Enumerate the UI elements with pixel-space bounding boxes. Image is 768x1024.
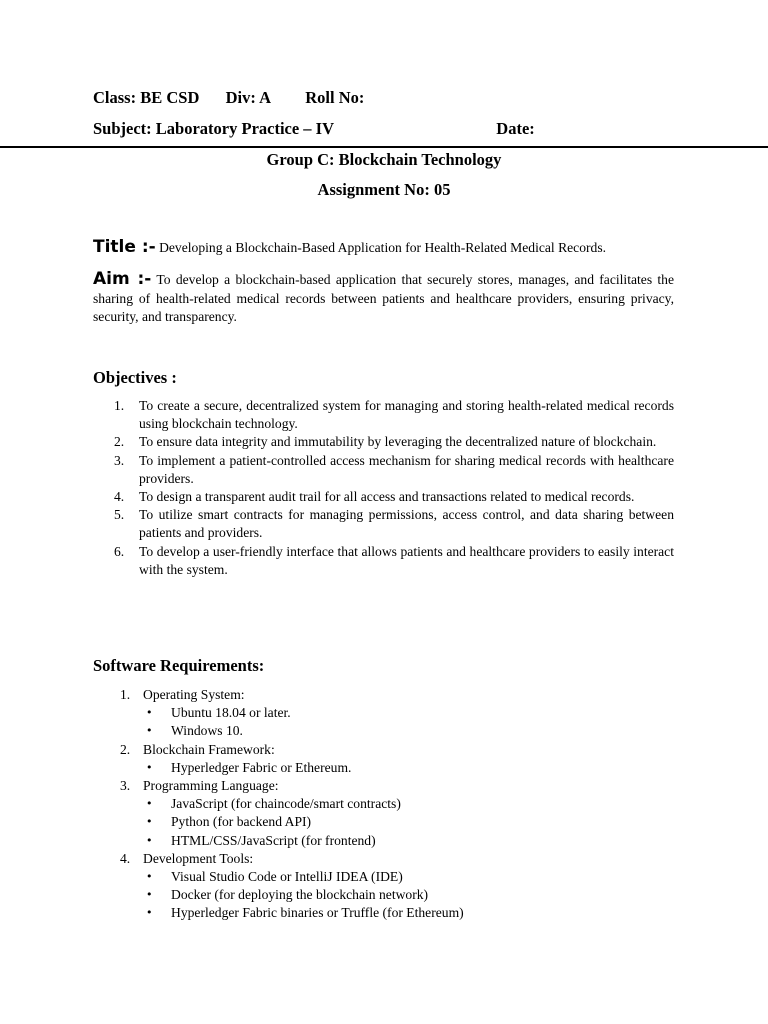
subitem-text: Python (for backend API) — [171, 814, 312, 830]
requirement-number: 1. — [120, 687, 131, 702]
requirement-subitem — [143, 904, 674, 922]
objective-item — [93, 433, 674, 451]
objective-number: 6. — [114, 543, 125, 559]
requirement-label: Programming Language: — [143, 778, 279, 794]
requirement-label: Blockchain Framework: — [143, 741, 275, 757]
subject-label: Subject: Laboratory Practice – IV — [93, 119, 335, 138]
objective-number: 4. — [114, 489, 125, 505]
requirement-subitem — [143, 813, 674, 831]
group-title: Group C: Blockchain Technology — [266, 150, 502, 169]
subitem-text: JavaScript (for chaincode/smart contracts) — [171, 796, 401, 812]
title-lead: Title :- — [93, 237, 156, 257]
objective-text: To design a transparent audit trail for all access and transactions related to medical records. — [139, 489, 635, 505]
requirement-subitem — [143, 868, 674, 886]
objective-text: To develop a user-friendly interface that allows patients and healthcare providers to easily interact with the system. — [139, 543, 674, 577]
div-label: Div: A — [225, 88, 271, 107]
objective-item — [93, 397, 674, 433]
objective-number: 1. — [114, 398, 125, 413]
aim-text: To develop a blockchain-based application that securely stores, manages, and facilitates the sharing of health-related medical records between patients and healthcare providers, ensuring privacy, security, and transparency. — [93, 272, 674, 324]
objective-text: To implement a patient-controlled access mechanism for sharing medical records with healthcare providers. — [139, 452, 674, 486]
bullet-icon: • — [146, 906, 153, 920]
bullet-icon: • — [146, 706, 153, 720]
requirement-subitem — [143, 886, 674, 904]
software-requirements-list — [93, 686, 674, 923]
objective-text: To utilize smart contracts for managing permissions, access control, and data sharing between patients and providers. — [139, 507, 674, 541]
header-divider — [0, 146, 768, 148]
objective-number: 3. — [114, 452, 125, 468]
requirement-item — [93, 741, 674, 777]
bullet-icon: • — [146, 724, 153, 738]
requirement-number: 3. — [120, 778, 131, 794]
requirement-sublist — [143, 704, 674, 740]
requirement-label: Development Tools: — [143, 850, 254, 866]
requirement-item — [93, 850, 674, 923]
objective-item — [93, 452, 674, 488]
software-requirements-heading: Software Requirements: — [93, 656, 265, 675]
subitem-text: Windows 10. — [171, 723, 243, 739]
aim-paragraph — [93, 270, 674, 327]
date-label: Date: — [496, 119, 535, 138]
bullet-icon: • — [146, 870, 153, 884]
objectives-heading: Objectives : — [93, 368, 177, 387]
objective-number: 2. — [114, 434, 125, 450]
header-line-2 — [93, 119, 535, 139]
objective-text: To create a secure, decentralized system for managing and storing health-related medical records using blockchain technology. — [139, 398, 674, 432]
bullet-icon: • — [146, 797, 153, 811]
objective-item — [93, 488, 674, 506]
assignment-title: Assignment No: 05 — [317, 180, 451, 199]
bullet-icon: • — [146, 833, 153, 847]
title-paragraph — [93, 238, 674, 258]
requirement-subitem — [143, 795, 674, 813]
subitem-text: Hyperledger Fabric or Ethereum. — [171, 759, 352, 775]
requirement-sublist — [143, 795, 674, 850]
objective-number: 5. — [114, 507, 125, 523]
requirement-sublist — [143, 868, 674, 923]
bullet-icon: • — [146, 888, 153, 902]
requirement-subitem — [143, 704, 674, 722]
subitem-text: HTML/CSS/JavaScript (for frontend) — [171, 832, 376, 848]
subitem-text: Ubuntu 18.04 or later. — [171, 705, 291, 721]
objectives-list — [93, 397, 674, 579]
subitem-text: Visual Studio Code or IntelliJ IDEA (IDE) — [171, 869, 403, 885]
roll-no-label: Roll No: — [305, 88, 365, 107]
requirement-number: 2. — [120, 741, 131, 757]
objective-item — [93, 506, 674, 542]
title-text: Developing a Blockchain-Based Application for Health-Related Medical Records. — [155, 240, 607, 255]
bullet-icon: • — [146, 760, 153, 774]
requirement-item — [93, 777, 674, 850]
bullet-icon: • — [146, 815, 153, 829]
header-line-1 — [93, 88, 364, 108]
objective-item — [93, 543, 674, 579]
requirement-subitem — [143, 759, 674, 777]
subitem-text: Hyperledger Fabric binaries or Truffle (for Ethereum) — [171, 905, 464, 921]
aim-lead: Aim :- — [93, 269, 152, 289]
requirement-label: Operating System: — [143, 687, 245, 702]
requirement-number: 4. — [120, 850, 131, 866]
subitem-text: Docker (for deploying the blockchain network) — [171, 887, 429, 903]
requirement-item — [93, 686, 674, 741]
requirement-sublist — [143, 759, 674, 777]
requirement-subitem — [143, 722, 674, 740]
objective-text: To ensure data integrity and immutability by leveraging the decentralized nature of blockchain. — [139, 434, 657, 450]
class-label: Class: BE CSD — [93, 88, 200, 107]
requirement-subitem — [143, 832, 674, 850]
